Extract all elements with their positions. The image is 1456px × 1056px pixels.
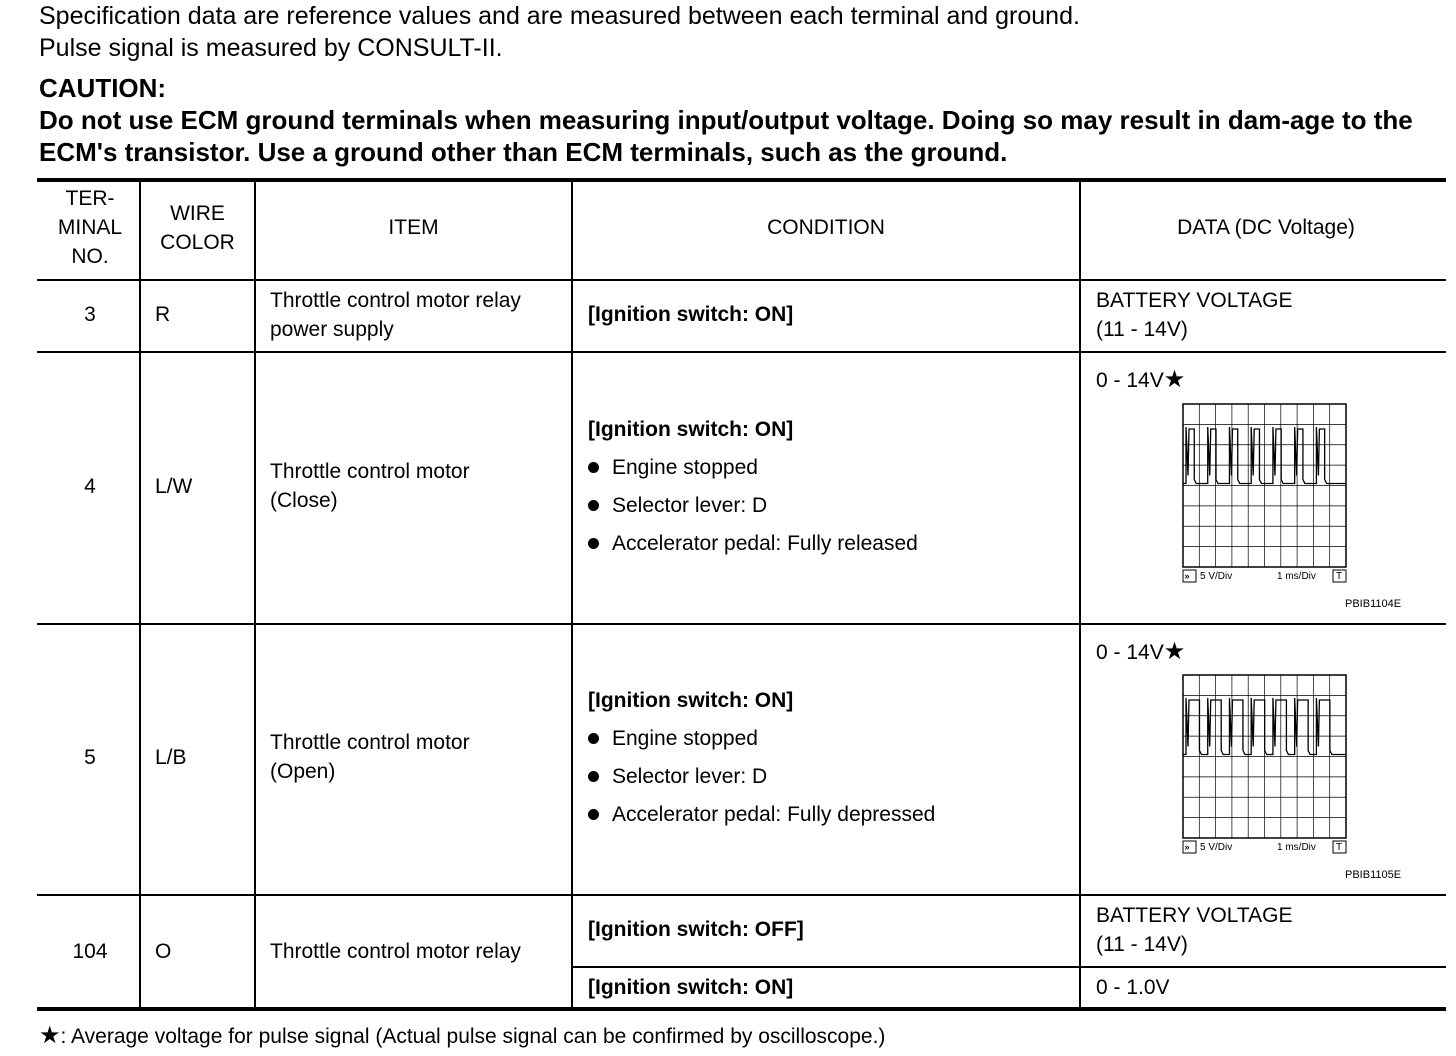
condition-block	[588, 686, 935, 829]
caution-title: CAUTION:	[39, 73, 167, 103]
condition-block	[588, 415, 918, 558]
scope-time-div: 1 ms/Div	[1277, 571, 1316, 582]
black-star-icon: ★	[39, 1022, 61, 1049]
row-divider	[37, 623, 1446, 625]
item: Throttle control motor relay	[270, 940, 521, 963]
figure-code: PBIB1105E	[1345, 869, 1402, 881]
scope-volt-div: 5 V/Div	[1200, 842, 1233, 853]
sub-row-divider	[572, 966, 1446, 968]
black-star-icon: ★	[1163, 366, 1186, 393]
intro-line-2: Pulse signal is measured by CONSULT-II.	[39, 34, 503, 62]
scope-time-div: 1 ms/Div	[1277, 842, 1316, 853]
header-terminal: TER- MINAL NO.	[57, 187, 123, 268]
scope-svg	[1182, 674, 1347, 857]
data-value: 0 - 1.0V	[1096, 976, 1170, 999]
bullet-dot-icon	[588, 500, 599, 511]
item: Throttle control motor (Close)	[270, 460, 470, 512]
terminal-no: 3	[84, 303, 96, 326]
oscilloscope-waveform	[1182, 403, 1347, 591]
terminal-no: 5	[84, 746, 96, 769]
data-value: 0 - 14V★	[1096, 366, 1186, 393]
wire-color: R	[155, 303, 171, 326]
list-item: Selector lever: D	[588, 491, 918, 520]
col-divider	[571, 180, 573, 1009]
table-top-rule	[37, 178, 1446, 182]
col-divider	[1079, 180, 1081, 1009]
intro-line-1: Specification data are reference values and are measured between each terminal and ground.	[39, 2, 1080, 30]
figure-code: PBIB1104E	[1345, 598, 1402, 610]
data-value: BATTERY VOLTAGE (11 - 14V)	[1096, 289, 1293, 341]
condition: [Ignition switch: OFF]	[588, 918, 804, 941]
intro-text	[39, 0, 1080, 64]
item: Throttle control motor relay power supply	[270, 289, 521, 341]
bullet-dot-icon	[588, 771, 599, 782]
row-divider	[37, 351, 1446, 353]
list-item: Accelerator pedal: Fully depressed	[588, 800, 935, 829]
condition: [Ignition switch: ON]	[588, 689, 794, 712]
oscilloscope-waveform	[1182, 674, 1347, 862]
list-item: Engine stopped	[588, 724, 935, 753]
header-data: DATA (DC Voltage)	[1177, 216, 1355, 239]
list-item: Accelerator pedal: Fully released	[588, 529, 918, 558]
row-divider	[37, 894, 1446, 896]
wire-color: L/W	[155, 475, 193, 498]
col-divider	[254, 180, 256, 1009]
bullet-dot-icon	[588, 462, 599, 473]
header-wire-color: WIRE COLOR	[160, 202, 235, 254]
scope-svg	[1182, 403, 1347, 586]
data-value: 0 - 14V★	[1096, 638, 1186, 665]
terminal-no: 104	[72, 940, 108, 963]
bullet-dot-icon	[588, 538, 599, 549]
scope-volt-div: 5 V/Div	[1200, 571, 1233, 582]
wire-color: L/B	[155, 746, 187, 769]
terminal-no: 4	[84, 475, 96, 498]
black-star-icon: ★	[1163, 638, 1186, 665]
double-chevron-icon: »	[1184, 842, 1190, 852]
bullet-dot-icon	[588, 733, 599, 744]
list-item: Selector lever: D	[588, 762, 935, 791]
scope-trigger: T	[1336, 571, 1343, 582]
condition: [Ignition switch: ON]	[588, 303, 794, 326]
bullet-dot-icon	[588, 809, 599, 820]
scope-trigger: T	[1336, 842, 1343, 853]
list-item: Engine stopped	[588, 453, 918, 482]
condition: [Ignition switch: ON]	[588, 418, 794, 441]
data-value: BATTERY VOLTAGE (11 - 14V)	[1096, 904, 1293, 956]
double-chevron-icon: »	[1184, 571, 1190, 581]
caution-text: Do not use ECM ground terminals when measuring input/output voltage. Doing so may result in dam-age to the ECM's transistor. Use a ground other than ECM terminals, such as the ground.	[39, 105, 1413, 167]
item: Throttle control motor (Open)	[270, 731, 470, 783]
condition: [Ignition switch: ON]	[588, 976, 794, 999]
wire-color: O	[155, 940, 172, 963]
footnote: ★: Average voltage for pulse signal (Actual pulse signal can be confirmed by oscilloscope.)	[39, 1022, 886, 1049]
header-item: ITEM	[388, 216, 439, 239]
table-bottom-rule	[37, 1007, 1446, 1011]
header-condition: CONDITION	[767, 216, 885, 239]
header-rule	[37, 279, 1446, 281]
